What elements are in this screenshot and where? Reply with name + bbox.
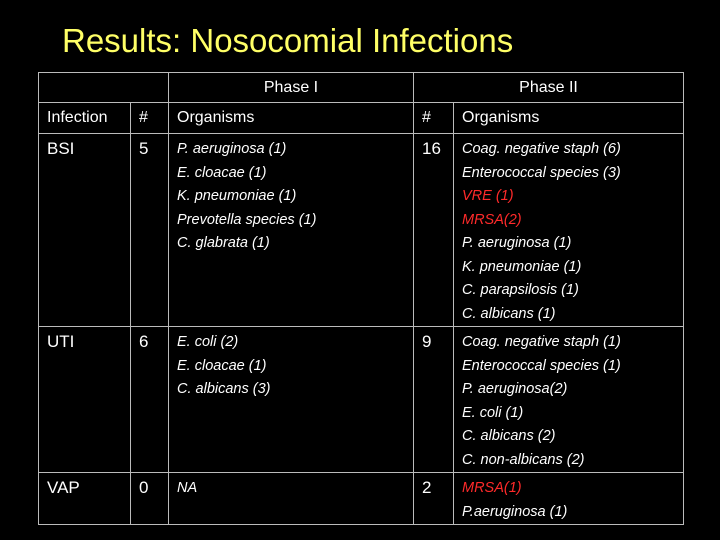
organism-entry: C. glabrata (1)	[177, 235, 270, 251]
slide-title: Results: Nosocomial Infections	[62, 22, 514, 59]
phase-2-count-cell: 16	[414, 134, 454, 327]
phase-2-organisms-cell	[454, 473, 684, 525]
table-row	[39, 327, 684, 473]
count-header: #	[131, 103, 169, 134]
organism-entry: E. coli (1)	[462, 404, 524, 421]
organism-entry: C. parapsilosis (1)	[462, 282, 579, 298]
organisms-header: Organisms	[454, 103, 684, 134]
organism-entry: MRSA(2)	[462, 211, 522, 228]
phase-1-count-cell: 6	[131, 327, 169, 473]
column-header-row	[39, 103, 684, 134]
organism-entry: K. pneumoniae (1)	[462, 258, 582, 275]
organism-entry: MRSA(1)	[462, 480, 522, 496]
results-table	[38, 72, 684, 525]
phase-1-organisms-cell	[169, 327, 414, 473]
organism-entry: Enterococcal species (3)	[462, 164, 621, 181]
organism-entry: C. albicans (1)	[462, 305, 556, 322]
phase-2-count-cell: 2	[414, 473, 454, 525]
phase-2-organisms-cell	[454, 327, 684, 473]
phase-1-organisms-cell	[169, 134, 414, 327]
infection-header: Infection	[39, 103, 131, 134]
organism-entry: C. albicans (2)	[462, 428, 556, 444]
phase-1-header: Phase I	[169, 73, 414, 103]
infection-cell: VAP	[39, 473, 131, 525]
organism-entry: C. non-albicans (2)	[462, 451, 585, 468]
organisms-header: Organisms	[169, 103, 414, 134]
table-row	[39, 473, 684, 525]
phase-1-count-cell: 0	[131, 473, 169, 525]
organism-entry: P. aeruginosa (1)	[177, 141, 287, 157]
blank-header-cell	[39, 73, 169, 103]
count-header: #	[414, 103, 454, 134]
phase-2-count-cell: 9	[414, 327, 454, 473]
organism-entry: P. aeruginosa (1)	[462, 235, 572, 251]
organism-entry: Enterococcal species (1)	[462, 357, 621, 374]
phase-2-organisms-cell	[454, 134, 684, 327]
organism-entry: NA	[177, 480, 198, 496]
phase-1-organisms-cell	[169, 473, 414, 525]
organism-entry: P.aeruginosa (1)	[462, 503, 568, 520]
organism-entry: Prevotella species (1)	[177, 211, 317, 228]
table-row	[39, 134, 684, 327]
organism-entry: VRE (1)	[462, 188, 514, 204]
organism-entry: Coag. negative staph (1)	[462, 334, 621, 350]
phase-2-header: Phase II	[414, 73, 684, 103]
phase-1-count-cell: 5	[131, 134, 169, 327]
organism-entry: K. pneumoniae (1)	[177, 188, 297, 204]
organism-entry: P. aeruginosa(2)	[462, 381, 568, 397]
organism-entry: C. albicans (3)	[177, 381, 271, 397]
infection-cell: UTI	[39, 327, 131, 473]
organism-entry: Coag. negative staph (6)	[462, 141, 621, 157]
infection-cell: BSI	[39, 134, 131, 327]
organism-entry: E. coli (2)	[177, 334, 239, 350]
phase-header-row	[39, 73, 684, 103]
organism-entry: E. cloacae (1)	[177, 357, 267, 374]
organism-entry: E. cloacae (1)	[177, 164, 267, 181]
